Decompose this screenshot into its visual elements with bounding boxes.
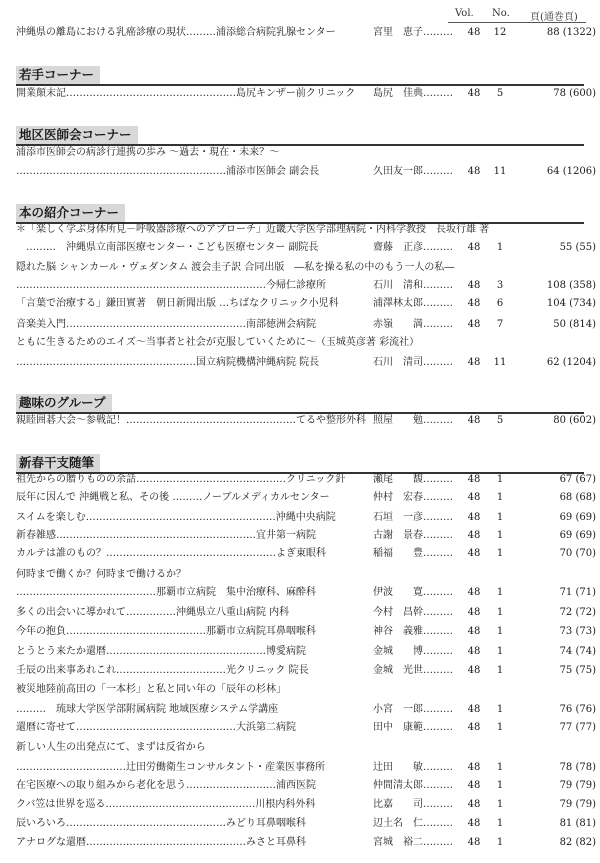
entry-title: スイムを楽しむ…………………………………………………沖縄中央病院 [16,512,336,523]
entry-title: ともに生きるためのエイズ～当事者と社会が克服していくために～（玉城英彦著 彩流社） [16,337,420,348]
entry-page: 69 (69) [559,512,596,523]
entry-title: 浦添市医師会の病診行連携の歩み ～過去・現在・未来？～ [16,147,280,158]
entry-number: 1 [496,837,504,848]
section-title: 本の紹介コーナー [16,204,125,222]
entry-number: 1 [496,242,504,253]
entry-page: 50 (814) [553,319,596,330]
entry-page: 77 (77) [559,722,596,733]
entry-title: 被災地陸前高田の「一本杉」と私と同い年の「辰年の杉林」 [16,684,286,695]
entry-volume: 48 [467,27,481,38]
entry-volume: 48 [467,587,481,598]
entry-page: 62 (1204) [546,357,596,368]
entry-author: 比嘉 司……… [373,799,453,810]
section-title: 趣味のグループ [16,394,112,412]
entry-volume: 48 [467,799,481,810]
entry-volume: 48 [467,780,481,791]
entry-title: …………………………………………………………………今帰仁診療所 [16,280,326,291]
entry-number: 1 [496,646,504,657]
entry-title: 音楽美入門………………………………………………南部徳洲会病院 [16,319,316,330]
entry-page: 88 (1322) [546,27,596,38]
entry-title: 辰年に因んで 沖縄戦と私、その後 ………ノーブルメディカルセンター [16,492,330,503]
entry-author: 田中 康範……… [373,722,453,733]
entry-volume: 48 [467,298,481,309]
entry-author: 赤嶺 満……… [373,319,453,330]
entry-number: 3 [496,280,504,291]
entry-title: 辰いろいろ…………………………………………みどり耳鼻咽喉科 [16,818,306,829]
entry-title: 隠れた脳 シャンカール・ヴェダンタム 渡会圭子訳 合同出版 ―私を操る私の中のもう一人の私― [16,262,455,273]
entry-title: 還暦に寄せて…………………………………………大浜第二病院 [16,722,296,733]
vol-column-label: Vol. [455,8,474,19]
entry-volume: 48 [467,665,481,676]
entry-number: 7 [496,319,504,330]
entry-author: 仲村 宏春……… [373,492,453,503]
entry-title: 今年の抱負……………………………………那覇市立病院耳鼻咽喉科 [16,626,316,637]
entry-author: 金城 博……… [373,646,453,657]
entry-volume: 48 [467,762,481,773]
entry-author: 石川 清和……… [373,280,453,291]
entry-number: 5 [496,415,504,426]
entry-author: 島尻 佳典……… [373,88,453,99]
entry-number: 1 [496,530,504,541]
entry-volume: 48 [467,837,481,848]
entry-page: 75 (75) [559,665,596,676]
entry-title: ………………………………………………国立病院機構沖縄病院 院長 [16,357,320,368]
entry-number: 1 [496,818,504,829]
entry-number: 1 [496,492,504,503]
entry-author: 久田友一郎……… [373,166,453,177]
entry-page: 74 (74) [559,646,596,657]
entry-number: 1 [496,607,504,618]
entry-page: 78 (600) [553,88,596,99]
entry-author: 神谷 義雅……… [373,626,453,637]
entry-page: 78 (78) [559,762,596,773]
entry-author: 石垣 一彦……… [373,512,453,523]
entry-title: ……………………………………那覇市立病院 集中治療科、麻酔科 [16,587,316,598]
entry-volume: 48 [467,357,481,368]
entry-title: 在宅医療への取り組みから老化を思う………………………浦西医院 [16,780,316,791]
entry-page: 104 (734) [546,298,596,309]
entry-author: 金城 光世……… [373,665,453,676]
entry-title: 何時まで働くか？何時まで働けるか？ [16,569,186,580]
entry-page: 67 (67) [559,474,596,485]
entry-number: 1 [496,722,504,733]
entry-page: 68 (68) [559,492,596,503]
entry-page: 70 (70) [559,548,596,559]
entry-title: 新春雑感……………………………………………………宜井第一病院 [16,530,316,541]
entry-number: 1 [496,665,504,676]
entry-volume: 48 [467,646,481,657]
entry-title: 新しい人生の出発点にて、まずは反省から [16,742,206,753]
entry-number: 1 [496,626,504,637]
entry-author: 今村 昌幹……… [373,607,453,618]
entry-number: 1 [496,512,504,523]
entry-author: 照屋 勉……… [373,415,453,426]
entry-author: 古謝 景春……… [373,530,453,541]
entry-author: 辻田 敏……… [373,762,453,773]
section-title: 新春干支随筆 [16,454,100,472]
entry-page: 79 (79) [559,780,596,791]
entry-title: 多くの出会いに導かれて……………沖縄県立八重山病院 内科 [16,607,290,618]
entry-page: 76 (76) [559,704,596,715]
entry-author: 齋藤 正彦……… [373,242,453,253]
entry-page: 79 (79) [559,799,596,810]
entry-title: ………………………………………………………浦添市医師会 副会長 [16,166,320,177]
entry-page: 81 (81) [559,818,596,829]
entry-number: 1 [496,799,504,810]
entry-author: 小宮 一郎……… [373,704,453,715]
entry-number: 11 [493,166,507,177]
entry-number: 1 [496,587,504,598]
entry-volume: 48 [467,492,481,503]
entry-author: 宮城 裕二……… [373,837,453,848]
entry-volume: 48 [467,88,481,99]
entry-volume: 48 [467,548,481,559]
entry-page: 55 (55) [559,242,596,253]
entry-title: 壬辰の出来事あれこれ……………………………光クリニック 院長 [16,665,309,676]
entry-author: 辺土名 仁……… [373,818,453,829]
section-rule [16,84,584,86]
entry-author: 石川 清司……… [373,357,453,368]
entry-page: 69 (69) [559,530,596,541]
entry-author: 稲福 豊……… [373,548,453,559]
entry-volume: 48 [467,280,481,291]
entry-title: カルテは誰のもの？……………………………………………よぎ東眼科 [16,548,326,559]
entry-title: 「言葉で治療する」鎌田實著 朝日新聞出版 …ちばなクリニック小児科 [16,298,339,309]
entry-title: ……………………………辻田労働衛生コンサルタント・産業医事務所 [16,762,326,773]
entry-author: 仲間清太郎……… [373,780,453,791]
entry-number: 1 [496,762,504,773]
entry-page: 82 (82) [559,837,596,848]
section-title: 地区医師会コーナー [16,126,138,144]
entry-volume: 48 [467,242,481,253]
entry-page: 71 (71) [559,587,596,598]
entry-title: ＊「楽しく学ぶ身体所見－呼吸器診療へのアプローチ」近畿大学医学部理病院・内科学教授 長坂行雄 著 [16,224,490,235]
entry-volume: 48 [467,166,481,177]
entry-page: 64 (1206) [546,166,596,177]
entry-page: 72 (72) [559,607,596,618]
entry-title: アナログな還暦…………………………………………みさと耳鼻科 [16,837,306,848]
entry-title: 開業顛末記……………………………………………島尻キンザー前クリニック [16,88,356,99]
entry-page: 80 (602) [553,415,596,426]
entry-author: 浦澤林太郎……… [373,298,453,309]
entry-volume: 48 [467,626,481,637]
entry-title: 沖縄県の離島における乳癌診療の現状………浦添総合病院乳腺センター [16,27,336,38]
entry-volume: 48 [467,607,481,618]
entry-number: 5 [496,88,504,99]
entry-number: 1 [496,548,504,559]
entry-volume: 48 [467,704,481,715]
entry-volume: 48 [467,415,481,426]
entry-author: 宮里 恵子……… [373,27,453,38]
entry-volume: 48 [467,818,481,829]
entry-volume: 48 [467,319,481,330]
entry-page: 108 (358) [546,280,596,291]
entry-number: 6 [496,298,504,309]
entry-number: 1 [496,704,504,715]
entry-title: ……… 沖縄県立南部医療センター・こども医療センター 副院長 [16,242,319,253]
section-title: 若手コーナー [16,66,100,84]
entry-title: とうとう来たか還暦…………………………………………博愛病院 [16,646,306,657]
entry-author: 瀬尾 馥……… [373,474,453,485]
entry-number: 1 [496,474,504,485]
entry-author: 伊波 寛……… [373,587,453,598]
entry-title: ……… 琉球大学医学部附属病院 地域医療システム学講座 [16,704,279,715]
entry-number: 12 [493,27,507,38]
entry-title: 祖先からの贈りものの余話………………………………………クリニック針 [16,474,346,485]
entry-title: 親睦囲碁大会～参戦記！……………………………………………てるや整形外科 [16,415,366,426]
entry-volume: 48 [467,474,481,485]
entry-page: 73 (73) [559,626,596,637]
entry-volume: 48 [467,530,481,541]
header-rule [448,22,586,23]
entry-volume: 48 [467,512,481,523]
entry-number: 11 [493,357,507,368]
entry-title: クバ笠は世界を巡る………………………………………川根内科外科 [16,799,316,810]
entry-volume: 48 [467,722,481,733]
page-column-label: 頁(通巻頁) [530,12,578,23]
no-column-label: No. [492,8,510,19]
entry-number: 1 [496,780,504,791]
